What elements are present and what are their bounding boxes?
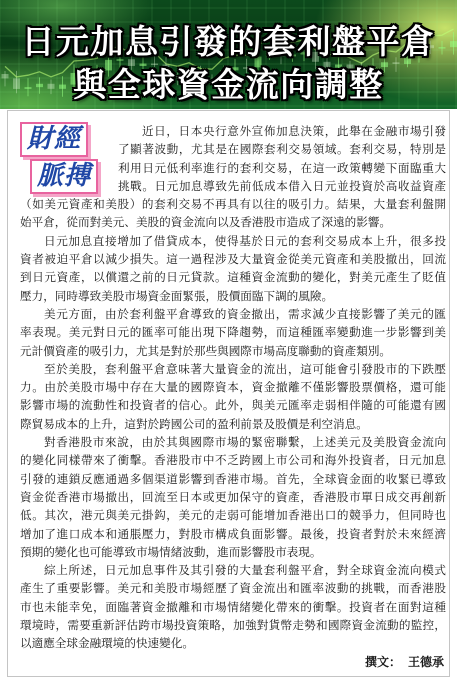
article-line: 綜上所述，日元加息事件及其引發的大量套利盤平倉，對全球資金流向模式 bbox=[44, 563, 446, 578]
article-paragraph bbox=[20, 360, 446, 433]
article-line: 產生了重要影響。美元和美股市場經歷了資金流出和匯率波動的挑戰，而香港股 bbox=[20, 581, 446, 596]
byline-label: 撰文： bbox=[364, 654, 401, 669]
article-line: 預期的變化也可能導致市場情緒波動，進而影響股市表現。 bbox=[20, 544, 322, 559]
article-line: 挑戰。日元加息導致先前低成本借入日元並投資於高收益資產 bbox=[118, 178, 446, 193]
article-line: 壓力，同時導致美股市場資金面緊張，股價面臨下調的風險。 bbox=[20, 288, 334, 303]
article-line: 際貿易成本的上升，這對於跨國公司的盈利前景及股價是利空消息。 bbox=[20, 416, 368, 431]
column-name-part-1: 財經 bbox=[20, 122, 88, 157]
article-line: 對香港股市來說，由於其與國際市場的緊密聯繫，上述美元及美股資金流向 bbox=[44, 435, 446, 450]
article-line: 始平倉，從而對美元、美股的資金流向以及香港股市造成了深遠的影響。 bbox=[20, 215, 392, 230]
article-line: 元計價資產的吸引力，尤其是對於那些與國際市場高度聯動的資產類別。 bbox=[20, 343, 392, 358]
article-paragraph bbox=[20, 305, 446, 360]
article-line: 了顯著波動，尤其是在國際套利交易領域。套利交易，特別是 bbox=[118, 142, 446, 157]
author-name: 王德承 bbox=[407, 654, 444, 669]
article-line: 低。其次，港元與美元掛鈎，美元的走弱可能增加香港出口的競爭力，但同時也 bbox=[20, 508, 446, 523]
article-line: 日元加息直接增加了借貸成本，使得基於日元的套利交易成本上升，很多投 bbox=[44, 233, 446, 248]
article-line: 市也未能幸免，面臨著資金撤離和市場情緒變化帶來的衝擊。投資者在面對這種 bbox=[20, 599, 446, 614]
headline-line-1: 日元加息引發的套利盤平倉 bbox=[21, 22, 436, 61]
article-line: 的變化同樣帶來了衝擊。香港股市中不乏跨國上市公司和海外投資者，日元加息 bbox=[20, 453, 446, 468]
article-line: 增加了進口成本和通脹壓力，對股市構成負面影響。最後，投資者對於未來經濟 bbox=[20, 526, 446, 541]
article-line: 到日元資產，以償還之前的日元貸款。這種資金流動的變化，對美元產生了貶值 bbox=[20, 270, 446, 285]
article-line: 影響市場的流動性和投資者的信心。此外，與美元匯率走弱相伴隨的可能還有國 bbox=[20, 398, 446, 413]
headline-banner bbox=[0, 0, 457, 109]
headline-line-2: 與全球資金流向調整 bbox=[73, 65, 384, 104]
article-line: 率表現。美元對日元的匯率可能出現下降趨勢，而這種匯率變動進一步影響到美 bbox=[20, 325, 446, 340]
article-line: 至於美股，套利盤平倉意味著大量資金的流出，這可能會引發股市的下跌壓 bbox=[44, 361, 446, 376]
article-line: 力。由於美股市場中存在大量的國際資本，資金撤離不僅影響股票價格，還可能 bbox=[20, 380, 446, 395]
article-line: （如美元資產和美股）的套利交易不再具有以往的吸引力。結果，大量套利盤開 bbox=[20, 197, 446, 212]
article-line: 美元方面，由於套利盤平倉導致的資金撤出，需求減少直接影響了美元的匯 bbox=[44, 306, 446, 321]
article-line: 資金從香港市場撤出，回流至日本或更加保守的資產，香港股市單日成交再創新 bbox=[20, 489, 446, 504]
article-line: 以適應全球金融環境的快速變化。 bbox=[20, 636, 194, 651]
article-line: 資者被迫平倉以減少損失。這一過程涉及大量資金從美元資產和美股撤出，回流 bbox=[20, 252, 446, 267]
article-paragraph bbox=[20, 433, 446, 561]
article-paragraph bbox=[20, 232, 446, 305]
article-line: 引發的連鎖反應通過多個渠道影響到香港市場。首先，全球資金面的收緊已導致 bbox=[20, 471, 446, 486]
column-name-part-2: 脈搏 bbox=[30, 159, 98, 194]
article-paragraph bbox=[20, 561, 446, 652]
byline bbox=[20, 653, 446, 671]
article-body bbox=[20, 122, 446, 671]
article-paragraph bbox=[20, 122, 446, 232]
article-line: 環境時，需要重新評估跨市場投資策略，加強對貨幣走勢和國際資金流動的監控， bbox=[20, 618, 446, 633]
candlestick bbox=[393, 62, 400, 64]
article-line: 近日，日本央行意外宣佈加息決策，此舉在金融市場引發 bbox=[142, 124, 446, 138]
article-line: 利用日元低利率進行的套利交易，在這一政策轉變下面臨重大 bbox=[118, 160, 446, 175]
